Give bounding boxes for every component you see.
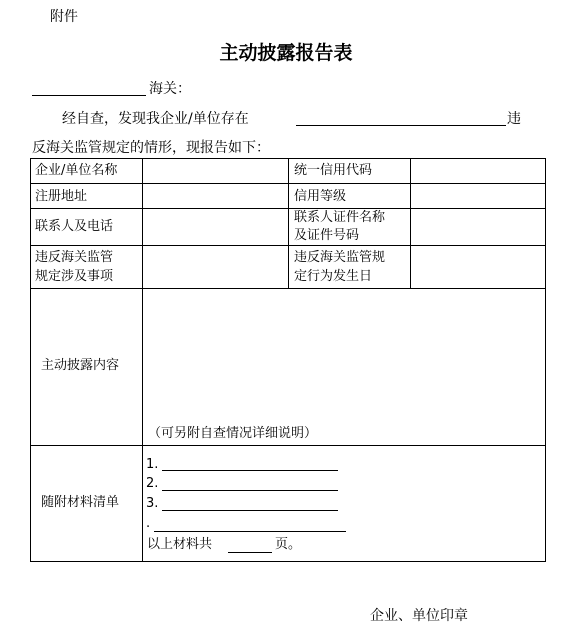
- materials-item-3: 3.: [146, 496, 159, 511]
- customs-suffix: 海关：: [149, 81, 191, 97]
- contact-phone-label: 联系人及电话: [35, 219, 114, 234]
- materials-item-1: 1.: [146, 457, 159, 472]
- violation-blank: [296, 125, 506, 126]
- materials-item-4-blank: [154, 531, 346, 532]
- seal-label: 企业、单位印章: [370, 608, 468, 624]
- credit-code-label: 统一信用代码: [294, 163, 373, 178]
- page-title: 主动披露报告表: [219, 42, 353, 64]
- materials-item-2-blank: [162, 490, 338, 491]
- disclosure-note: （可另附自查情况详细说明）: [148, 426, 318, 441]
- violation-date-label-line1: 违反海关监管规: [294, 250, 386, 265]
- intro-text-break: 违: [507, 111, 521, 127]
- materials-item-3-blank: [162, 510, 338, 511]
- materials-item-2: 2.: [146, 476, 159, 491]
- company-name-label: 企业/单位名称: [35, 163, 118, 178]
- materials-total-suffix: 页。: [275, 537, 302, 552]
- contact-id-label-line1: 联系人证件名称: [294, 210, 386, 225]
- materials-item-1-blank: [162, 470, 338, 471]
- materials-list-label: 随附材料清单: [41, 495, 120, 510]
- violation-date-label-line2: 定行为发生日: [294, 269, 373, 284]
- credit-level-label: 信用等级: [294, 189, 347, 204]
- registered-address-label: 注册地址: [35, 189, 88, 204]
- intro-text-part1: 经自查，发现我企业/单位存在: [62, 111, 249, 127]
- contact-id-label-line2: 及证件号码: [294, 228, 360, 243]
- materials-item-4: .: [146, 516, 151, 531]
- materials-total-prefix: 以上材料共: [147, 537, 213, 552]
- violation-matter-label-line2: 规定涉及事项: [35, 269, 114, 284]
- customs-name-blank: [32, 95, 146, 96]
- attachment-label: 附件: [50, 9, 78, 25]
- intro-text-part2: 反海关监管规定的情形，现报告如下：: [32, 140, 270, 156]
- disclosure-content-label: 主动披露内容: [41, 358, 120, 373]
- materials-page-count-blank: [228, 552, 272, 553]
- violation-matter-label-line1: 违反海关监管: [35, 250, 114, 265]
